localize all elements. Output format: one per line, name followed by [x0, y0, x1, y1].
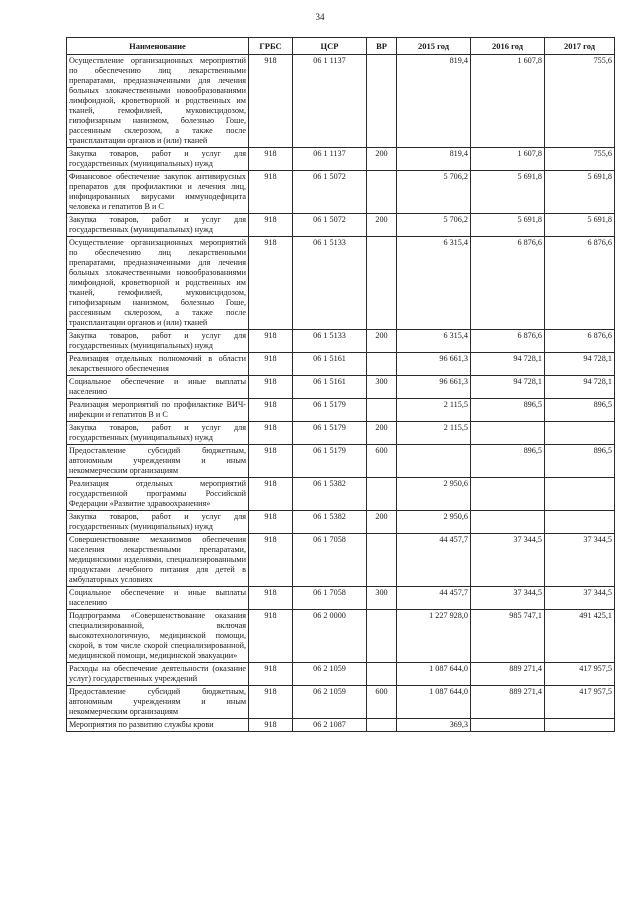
- row-2017: 417 957,5: [545, 686, 615, 719]
- row-2015: 819,4: [397, 148, 471, 171]
- row-vr: 200: [367, 511, 397, 534]
- row-grbs: 918: [249, 353, 293, 376]
- row-2015: 2 115,5: [397, 422, 471, 445]
- row-csr: 06 2 1059: [293, 686, 367, 719]
- row-2016: [471, 478, 545, 511]
- row-2016: 6 876,6: [471, 237, 545, 330]
- row-vr: 200: [367, 422, 397, 445]
- row-grbs: 918: [249, 376, 293, 399]
- row-2017: 94 728,1: [545, 353, 615, 376]
- row-vr: [367, 478, 397, 511]
- row-vr: 200: [367, 330, 397, 353]
- row-name: Реализация отдельных полномочий в области лекарственного обеспечения: [67, 353, 249, 376]
- header-vr: ВР: [367, 38, 397, 55]
- row-csr: 06 1 5072: [293, 214, 367, 237]
- table-row: [67, 376, 615, 399]
- row-2015: 44 457,7: [397, 534, 471, 587]
- row-csr: 06 1 5072: [293, 171, 367, 214]
- row-csr: 06 1 5133: [293, 330, 367, 353]
- row-2016: 889 271,4: [471, 663, 545, 686]
- row-csr: 06 2 1087: [293, 719, 367, 732]
- row-2015: 6 315,4: [397, 330, 471, 353]
- row-2015: 96 661,3: [397, 376, 471, 399]
- row-csr: 06 1 5382: [293, 511, 367, 534]
- row-2015: 369,3: [397, 719, 471, 732]
- row-csr: 06 1 1137: [293, 55, 367, 148]
- row-name: Предоставление субсидий бюджетным, автономным учреждениям и иным некоммерческим организациям: [67, 445, 249, 478]
- table-header-row: [67, 38, 615, 55]
- row-vr: [367, 719, 397, 732]
- row-csr: 06 1 1137: [293, 148, 367, 171]
- row-grbs: 918: [249, 171, 293, 214]
- table-row: [67, 422, 615, 445]
- header-csr: ЦСР: [293, 38, 367, 55]
- row-name: Закупка товаров, работ и услуг для государственных (муниципальных) нужд: [67, 148, 249, 171]
- row-name: Закупка товаров, работ и услуг для государственных (муниципальных) нужд: [67, 511, 249, 534]
- row-csr: 06 1 5161: [293, 353, 367, 376]
- table-row: [67, 55, 615, 148]
- row-grbs: 918: [249, 148, 293, 171]
- row-2017: [545, 478, 615, 511]
- row-vr: 200: [367, 148, 397, 171]
- row-2016: 889 271,4: [471, 686, 545, 719]
- row-2015: 5 706,2: [397, 214, 471, 237]
- row-name: Закупка товаров, работ и услуг для государственных (муниципальных) нужд: [67, 214, 249, 237]
- row-2016: 37 344,5: [471, 587, 545, 610]
- row-2015: 1 087 644,0: [397, 663, 471, 686]
- row-grbs: 918: [249, 587, 293, 610]
- row-grbs: 918: [249, 663, 293, 686]
- row-grbs: 918: [249, 55, 293, 148]
- table-row: [67, 330, 615, 353]
- row-vr: 300: [367, 587, 397, 610]
- page-number: 34: [315, 12, 325, 22]
- row-csr: 06 1 5133: [293, 237, 367, 330]
- row-2016: 5 691,8: [471, 171, 545, 214]
- row-2015: 2 950,6: [397, 478, 471, 511]
- row-csr: 06 1 5179: [293, 422, 367, 445]
- row-grbs: 918: [249, 214, 293, 237]
- row-name: Социальное обеспечение и иные выплаты населению: [67, 376, 249, 399]
- row-grbs: 918: [249, 478, 293, 511]
- row-2017: 755,6: [545, 55, 615, 148]
- row-vr: [367, 610, 397, 663]
- row-2017: [545, 719, 615, 732]
- row-2016: 5 691,8: [471, 214, 545, 237]
- row-grbs: 918: [249, 422, 293, 445]
- row-2016: [471, 511, 545, 534]
- table-row: [67, 214, 615, 237]
- table-row: [67, 445, 615, 478]
- table-row: [67, 399, 615, 422]
- header-2016: 2016 год: [471, 38, 545, 55]
- row-2017: 5 691,8: [545, 171, 615, 214]
- row-csr: 06 1 5382: [293, 478, 367, 511]
- row-2015: 2 115,5: [397, 399, 471, 422]
- row-vr: [367, 55, 397, 148]
- row-vr: [367, 237, 397, 330]
- header-name: Наименование: [67, 38, 249, 55]
- table-row: [67, 610, 615, 663]
- row-2017: 417 957,5: [545, 663, 615, 686]
- row-csr: 06 1 7058: [293, 587, 367, 610]
- row-grbs: 918: [249, 610, 293, 663]
- row-name: Закупка товаров, работ и услуг для государственных (муниципальных) нужд: [67, 422, 249, 445]
- row-2017: 37 344,5: [545, 534, 615, 587]
- row-2017: [545, 422, 615, 445]
- row-2015: 44 457,7: [397, 587, 471, 610]
- row-2015: 2 950,6: [397, 511, 471, 534]
- row-2017: 94 728,1: [545, 376, 615, 399]
- row-grbs: 918: [249, 445, 293, 478]
- row-name: Закупка товаров, работ и услуг для государственных (муниципальных) нужд: [67, 330, 249, 353]
- row-csr: 06 1 5179: [293, 399, 367, 422]
- row-2017: 37 344,5: [545, 587, 615, 610]
- row-vr: [367, 534, 397, 587]
- row-2015: 1 227 928,0: [397, 610, 471, 663]
- row-2015: 1 087 644,0: [397, 686, 471, 719]
- row-2017: 896,5: [545, 445, 615, 478]
- table-row: [67, 511, 615, 534]
- row-vr: 600: [367, 686, 397, 719]
- row-csr: 06 1 5161: [293, 376, 367, 399]
- row-2015: 819,4: [397, 55, 471, 148]
- row-name: Осуществление организационных мероприятий по обеспечению лиц лекарственными препаратами, предназначенными для лечения больных злокачественными новообразованиями лимфоидной, кроветворной и родственных им тканей, гемофилией, муковисцидозом, гипофизарным нанизмом, болезнью Гоше, рассеянным склерозом, а также после трансплантации органов и (или) тканей: [67, 237, 249, 330]
- row-grbs: 918: [249, 719, 293, 732]
- row-csr: 06 2 0000: [293, 610, 367, 663]
- row-grbs: 918: [249, 534, 293, 587]
- row-name: Осуществление организационных мероприятий по обеспечению лиц лекарственными препаратами, предназначенными для лечения больных злокачественными новообразованиями лимфоидной, кроветворной и родственных им тканей, гемофилией, муковисцидозом, гипофизарным нанизмом, болезнью Гоше, рассеянным склерозом, а также после трансплантации органов и (или) тканей: [67, 55, 249, 148]
- row-2016: [471, 422, 545, 445]
- row-2017: 6 876,6: [545, 237, 615, 330]
- table-row: [67, 719, 615, 732]
- row-vr: [367, 171, 397, 214]
- row-csr: 06 1 5179: [293, 445, 367, 478]
- row-2017: 896,5: [545, 399, 615, 422]
- row-2016: 6 876,6: [471, 330, 545, 353]
- row-grbs: 918: [249, 237, 293, 330]
- row-2015: 96 661,3: [397, 353, 471, 376]
- row-name: Финансовое обеспечение закупок антивирусных препаратов для профилактики и лечения лиц, инфицированных вирусами иммунодефицита человека и гепатитов В и С: [67, 171, 249, 214]
- row-2017: [545, 511, 615, 534]
- table-row: [67, 686, 615, 719]
- table-row: [67, 171, 615, 214]
- table-row: [67, 148, 615, 171]
- row-2017: 5 691,8: [545, 214, 615, 237]
- row-grbs: 918: [249, 686, 293, 719]
- row-2016: 94 728,1: [471, 353, 545, 376]
- row-name: Предоставление субсидий бюджетным, автономным учреждениям и иным некоммерческим организациям: [67, 686, 249, 719]
- row-2016: 37 344,5: [471, 534, 545, 587]
- row-2016: 896,5: [471, 445, 545, 478]
- row-name: Совершенствование механизмов обеспечения населения лекарственными препаратами, медицинскими изделиями, специализированными продуктами лечебного питания для детей в амбулаторных условиях: [67, 534, 249, 587]
- row-name: Реализация мероприятий по профилактике ВИЧ-инфекции и гепатитов В и С: [67, 399, 249, 422]
- row-name: Мероприятия по развитию службы крови: [67, 719, 249, 732]
- row-2016: [471, 719, 545, 732]
- table-row: [67, 353, 615, 376]
- table-body: [67, 55, 615, 732]
- row-2015: 5 706,2: [397, 171, 471, 214]
- row-vr: 600: [367, 445, 397, 478]
- row-2016: 94 728,1: [471, 376, 545, 399]
- row-csr: 06 1 7058: [293, 534, 367, 587]
- row-vr: 200: [367, 214, 397, 237]
- row-vr: 300: [367, 376, 397, 399]
- row-2015: 6 315,4: [397, 237, 471, 330]
- row-2016: 1 607,8: [471, 148, 545, 171]
- row-grbs: 918: [249, 330, 293, 353]
- header-2015: 2015 год: [397, 38, 471, 55]
- row-vr: [367, 353, 397, 376]
- row-grbs: 918: [249, 399, 293, 422]
- row-grbs: 918: [249, 511, 293, 534]
- row-2017: 491 425,1: [545, 610, 615, 663]
- row-name: Расходы на обеспечение деятельности (оказание услуг) государственных учреждений: [67, 663, 249, 686]
- row-name: Реализация отдельных мероприятий государственной программы Российской Федерации «Развитие здравоохранения»: [67, 478, 249, 511]
- row-2017: 6 876,6: [545, 330, 615, 353]
- row-name: Социальное обеспечение и иные выплаты населению: [67, 587, 249, 610]
- header-grbs: ГРБС: [249, 38, 293, 55]
- table-row: [67, 478, 615, 511]
- row-2015: [397, 445, 471, 478]
- table-row: [67, 587, 615, 610]
- row-vr: [367, 399, 397, 422]
- header-2017: 2017 год: [545, 38, 615, 55]
- row-vr: [367, 663, 397, 686]
- budget-table: [66, 37, 615, 732]
- table-row: [67, 663, 615, 686]
- row-2016: 896,5: [471, 399, 545, 422]
- row-2016: 1 607,8: [471, 55, 545, 148]
- row-2017: 755,6: [545, 148, 615, 171]
- table-row: [67, 534, 615, 587]
- table-row: [67, 237, 615, 330]
- row-name: Подпрограмма «Совершенствование оказания специализированной, включая высокотехнологичную, медицинской помощи, скорой, в том числе скорой специализированной, медицинской помощи, медицинской эвакуации»: [67, 610, 249, 663]
- row-csr: 06 2 1059: [293, 663, 367, 686]
- row-2016: 985 747,1: [471, 610, 545, 663]
